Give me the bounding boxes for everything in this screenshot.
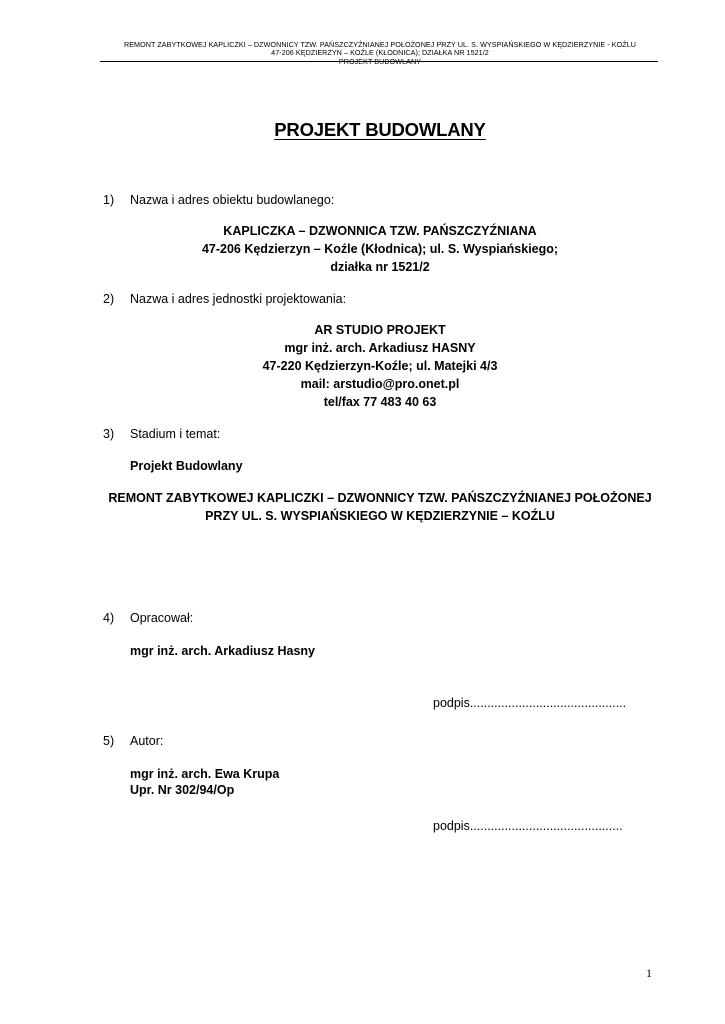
section-3-heading bbox=[103, 427, 220, 442]
studio-address: 47-220 Kędzierzyn-Koźle; ul. Matejki 4/3 bbox=[262, 359, 498, 373]
section-5-heading bbox=[103, 734, 163, 749]
section-4-number: 4) bbox=[103, 611, 115, 625]
page-number: 1 bbox=[646, 966, 652, 980]
object-plot: działka nr 1521/2 bbox=[330, 260, 430, 274]
header-divider bbox=[100, 61, 658, 62]
project-stage: Projekt Budowlany bbox=[130, 459, 243, 473]
section-2-content bbox=[60, 321, 700, 411]
section-1-number: 1) bbox=[103, 193, 115, 207]
section-1-label: Nazwa i adres obiektu budowlanego: bbox=[130, 193, 335, 207]
section-2-heading bbox=[103, 292, 346, 307]
header-line-1: REMONT ZABYTKOWEJ KAPLICZKI – DZWONNICY TZW. PAŃSZCZYŹNIANEJ POŁOŻONEJ PRZY UL. S. WYSPIAŃSKIEGO W KĘDZIERZYNIE - KOŹLU bbox=[123, 40, 637, 49]
project-topic-line-2: PRZY UL. S. WYSPIAŃSKIEGO W KĘDZIERZYNIE – KOŹLU bbox=[205, 509, 555, 523]
section-1-heading bbox=[103, 193, 334, 208]
document-title: PROJEKT BUDOWLANY bbox=[274, 119, 486, 140]
section-3-label: Stadium i temat: bbox=[130, 427, 221, 441]
section-5-number: 5) bbox=[103, 734, 115, 748]
object-name: KAPLICZKA – DZWONNICA TZW. PAŃSZCZYŹNIANA bbox=[223, 224, 537, 238]
section-1-content bbox=[60, 222, 700, 276]
studio-email: mail: arstudio@pro.onet.pl bbox=[300, 377, 460, 391]
prepared-by-name: mgr inż. arch. Arkadiusz Hasny bbox=[130, 644, 316, 658]
section-3-number: 3) bbox=[103, 427, 115, 441]
header-line-2: 47-206 KĘDZIERZYN – KOŹLE (KŁODNICA); DZIAŁKA NR 1521/2 bbox=[271, 48, 489, 58]
section-4-heading bbox=[103, 611, 193, 626]
studio-phone: tel/fax 77 483 40 63 bbox=[323, 395, 437, 409]
project-topic-line-1: REMONT ZABYTKOWEJ KAPLICZKI – DZWONNICY TZW. PAŃSZCZYŹNIANEJ POŁOŻONEJ bbox=[108, 491, 652, 505]
page-header bbox=[100, 41, 660, 66]
prepared-by-signature: podpis............................................. bbox=[433, 696, 627, 710]
author-license: Upr. Nr 302/94/Op bbox=[130, 783, 235, 797]
author-name: mgr inż. arch. Ewa Krupa bbox=[130, 767, 280, 781]
studio-name: AR STUDIO PROJEKT bbox=[314, 323, 446, 337]
section-2-number: 2) bbox=[103, 292, 115, 306]
header-line-3: PROJEKT BUDOWLANY bbox=[338, 56, 422, 66]
section-2-label: Nazwa i adres jednostki projektowania: bbox=[130, 292, 347, 306]
studio-architect: mgr inż. arch. Arkadiusz HASNY bbox=[284, 341, 476, 355]
section-4-label: Opracował: bbox=[130, 611, 194, 625]
section-3-content bbox=[60, 489, 700, 525]
section-5-label: Autor: bbox=[130, 734, 164, 748]
object-address: 47-206 Kędzierzyn – Koźle (Kłodnica); ul. S. Wyspiańskiego; bbox=[201, 242, 559, 256]
author-signature: podpis............................................ bbox=[433, 819, 623, 833]
